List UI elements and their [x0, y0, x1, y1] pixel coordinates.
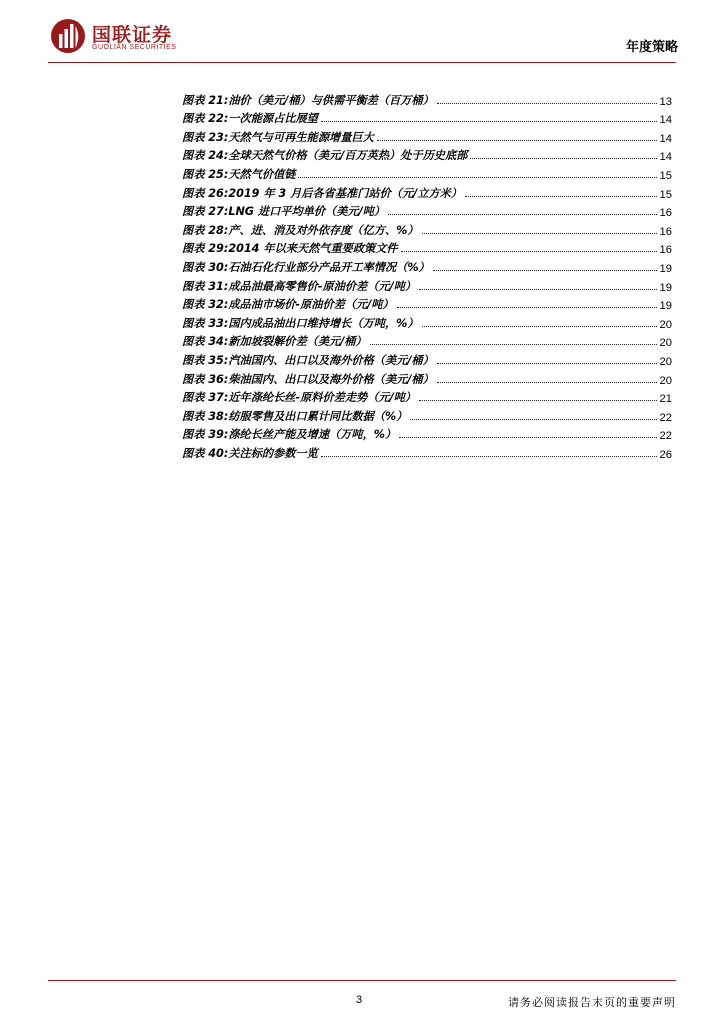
toc-entry[interactable] — [182, 368, 672, 387]
toc-dot-leader — [397, 307, 657, 308]
toc-page-number: 26 — [659, 448, 672, 461]
toc-dot-leader — [437, 103, 657, 104]
toc-figure-title: 石油石化行业部分产品开工率情况（%） — [228, 260, 430, 274]
toc-dot-leader — [437, 363, 657, 364]
toc-figure-label: 图表 27: — [182, 205, 229, 219]
table-of-figures — [182, 89, 672, 461]
toc-figure-label: 图表 30: — [182, 260, 229, 274]
toc-figure-title: 产、进、消及对外依存度（亿方、%） — [228, 223, 419, 237]
toc-entry[interactable] — [182, 145, 672, 164]
logo-english-name: GUOLIAN SECURITIES — [92, 44, 177, 51]
toc-entry[interactable] — [182, 126, 672, 145]
toc-dot-leader — [321, 121, 657, 122]
toc-dot-leader — [401, 251, 657, 252]
toc-page-number: 22 — [659, 411, 672, 424]
toc-page-number: 13 — [659, 95, 672, 108]
toc-figure-label: 图表 33: — [182, 316, 229, 330]
toc-figure-title: 成品油最高零售价-原油价差（元/吨） — [228, 279, 417, 293]
company-logo — [48, 14, 208, 58]
toc-entry[interactable] — [182, 275, 672, 294]
toc-entry[interactable] — [182, 424, 672, 443]
toc-entry[interactable] — [182, 442, 672, 461]
logo-mark-icon — [50, 18, 86, 54]
toc-dot-leader — [422, 326, 657, 327]
toc-page-number: 16 — [659, 244, 672, 257]
toc-entry[interactable] — [182, 182, 672, 201]
toc-figure-label: 图表 25: — [182, 167, 229, 181]
toc-dot-leader — [410, 419, 656, 420]
toc-entry[interactable] — [182, 405, 672, 424]
toc-figure-label: 图表 37: — [182, 391, 229, 405]
toc-figure-title: 天然气价值链 — [228, 167, 296, 181]
toc-figure-title: 关注标的参数一览 — [228, 446, 318, 460]
toc-figure-title: 涤纶长丝产能及增速（万吨，%） — [228, 428, 397, 442]
footer-divider — [48, 980, 676, 981]
toc-figure-label: 图表 39: — [182, 428, 229, 442]
toc-page-number: 16 — [659, 207, 672, 220]
toc-entry[interactable] — [182, 163, 672, 182]
toc-figure-title: 纺服零售及出口累计同比数据（%） — [228, 409, 408, 423]
logo-chinese-name: 国联证券 — [92, 24, 173, 46]
toc-entry[interactable] — [182, 201, 672, 220]
toc-figure-label: 图表 26: — [182, 186, 229, 200]
toc-figure-title: 国内成品油出口维持增长（万吨，%） — [228, 316, 419, 330]
toc-figure-label: 图表 36: — [182, 372, 229, 386]
toc-figure-title: 一次能源占比展望 — [228, 112, 318, 126]
toc-figure-label: 图表 34: — [182, 335, 229, 349]
toc-figure-title: 2019 年 3 月后各省基准门站价（元/立方米） — [228, 186, 463, 200]
toc-page-number: 20 — [659, 318, 672, 331]
toc-page-number: 20 — [659, 337, 672, 350]
header-title: 年度策略 — [625, 40, 678, 55]
toc-page-number: 16 — [659, 225, 672, 238]
page-header — [48, 14, 680, 58]
toc-figure-title: 油价（美元/桶）与供需平衡差（百万桶） — [228, 93, 434, 107]
toc-figure-label: 图表 21: — [182, 93, 229, 107]
toc-figure-label: 图表 38: — [182, 409, 229, 423]
toc-page-number: 15 — [659, 188, 672, 201]
toc-dot-leader — [437, 382, 657, 383]
toc-dot-leader — [298, 177, 656, 178]
toc-entry[interactable] — [182, 294, 672, 313]
toc-figure-label: 图表 28: — [182, 223, 229, 237]
toc-entry[interactable] — [182, 256, 672, 275]
toc-figure-title: LNG 进口平均单价（美元/吨） — [228, 205, 386, 219]
toc-page-number: 21 — [659, 393, 672, 406]
toc-page-number: 20 — [659, 355, 672, 368]
toc-page-number: 14 — [659, 151, 672, 164]
toc-figure-title: 汽油国内、出口以及海外价格（美元/桶） — [228, 353, 434, 367]
toc-entry[interactable] — [182, 331, 672, 350]
toc-entry[interactable] — [182, 219, 672, 238]
toc-entry[interactable] — [182, 312, 672, 331]
toc-figure-title: 成品油市场价-原油价差（元/吨） — [228, 298, 394, 312]
toc-entry[interactable] — [182, 387, 672, 406]
toc-dot-leader — [422, 233, 657, 234]
toc-page-number: 19 — [659, 262, 672, 275]
header-divider — [48, 62, 676, 63]
toc-dot-leader — [321, 456, 657, 457]
toc-figure-label: 图表 32: — [182, 298, 229, 312]
toc-figure-label: 图表 35: — [182, 353, 229, 367]
toc-figure-title: 新加坡裂解价差（美元/桶） — [228, 335, 367, 349]
toc-dot-leader — [433, 270, 657, 271]
toc-dot-leader — [465, 196, 657, 197]
toc-entry[interactable] — [182, 89, 672, 108]
toc-figure-title: 柴油国内、出口以及海外价格（美元/桶） — [228, 372, 434, 386]
toc-dot-leader — [399, 437, 656, 438]
toc-figure-title: 全球天然气价格（美元/百万英热）处于历史底部 — [228, 149, 468, 163]
toc-figure-title: 2014 年以来天然气重要政策文件 — [228, 242, 398, 256]
toc-figure-label: 图表 23: — [182, 130, 229, 144]
toc-dot-leader — [377, 140, 657, 141]
page-number: 3 — [356, 994, 363, 1006]
toc-dot-leader — [370, 344, 657, 345]
toc-figure-label: 图表 24: — [182, 149, 229, 163]
toc-figure-label: 图表 29: — [182, 242, 229, 256]
toc-entry[interactable] — [182, 238, 672, 257]
toc-entry[interactable] — [182, 349, 672, 368]
toc-figure-title: 近年涤纶长丝-原料价差走势（元/吨） — [228, 391, 417, 405]
toc-dot-leader — [419, 289, 657, 290]
toc-page-number: 19 — [659, 300, 672, 313]
toc-dot-leader — [470, 158, 656, 159]
toc-entry[interactable] — [182, 108, 672, 127]
toc-dot-leader — [388, 214, 657, 215]
toc-figure-label: 图表 22: — [182, 112, 229, 126]
toc-page-number: 20 — [659, 374, 672, 387]
toc-page-number: 19 — [659, 281, 672, 294]
toc-page-number: 15 — [659, 169, 672, 182]
footer-disclaimer: 请务必阅读报告末页的重要声明 — [508, 996, 676, 1009]
toc-page-number: 22 — [659, 430, 672, 443]
toc-dot-leader — [419, 400, 657, 401]
toc-page-number: 14 — [659, 114, 672, 127]
toc-figure-label: 图表 40: — [182, 446, 229, 460]
toc-page-number: 14 — [659, 132, 672, 145]
toc-figure-title: 天然气与可再生能源增量巨大 — [228, 130, 374, 144]
toc-figure-label: 图表 31: — [182, 279, 229, 293]
